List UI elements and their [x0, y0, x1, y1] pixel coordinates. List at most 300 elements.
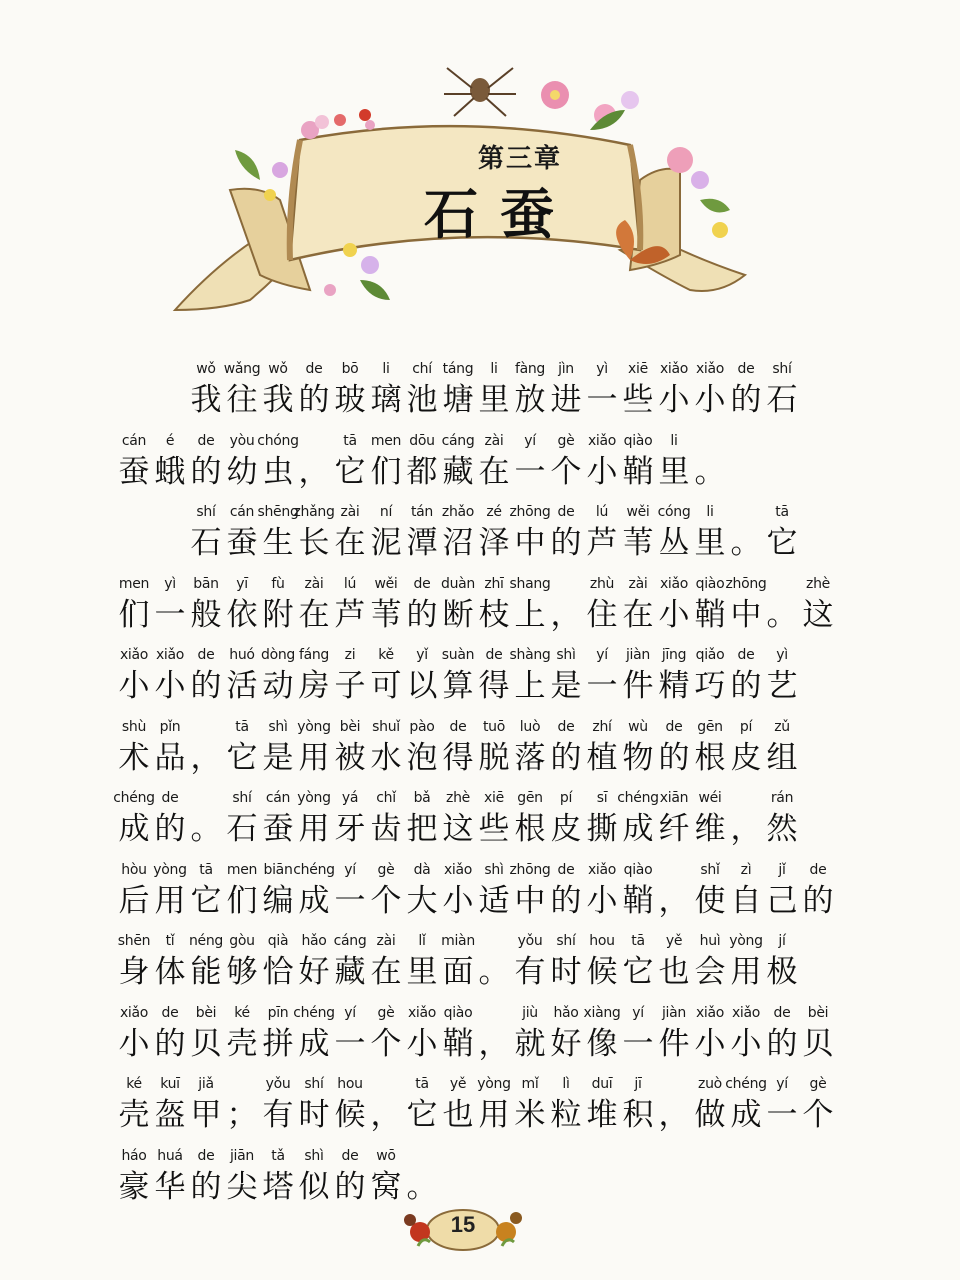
ruby-char — [296, 358, 332, 430]
pinyin: dòng — [260, 647, 295, 663]
ruby-char — [620, 1002, 656, 1074]
hanzi: 里 — [694, 525, 726, 561]
ruby-char — [332, 716, 368, 788]
hanzi: 用 — [478, 1097, 510, 1133]
ruby-char — [548, 716, 584, 788]
hanzi: 得 — [442, 739, 474, 776]
hanzi: 我 — [262, 382, 294, 418]
hanzi: 鞘 — [622, 882, 654, 919]
ruby-char — [188, 930, 224, 1002]
ruby-char — [224, 859, 260, 931]
pinyin: yòng — [729, 933, 763, 949]
hanzi: 小 — [442, 882, 474, 919]
hanzi: 会 — [694, 954, 726, 990]
ruby-char — [764, 573, 800, 645]
hanzi: 一 — [586, 382, 618, 418]
ruby-char — [620, 859, 656, 931]
ruby-char — [656, 716, 692, 788]
ruby-char — [260, 1002, 296, 1074]
pinyin: yì — [596, 361, 608, 377]
ruby-char — [476, 573, 512, 645]
pinyin: zé — [486, 504, 502, 520]
pinyin: luò — [519, 718, 541, 735]
pinyin: pí — [559, 790, 573, 806]
hanzi: 蚕 — [262, 811, 294, 847]
hanzi: 一 — [766, 1097, 798, 1133]
pinyin: de — [773, 1004, 791, 1021]
ruby-char — [512, 358, 548, 430]
hanzi: 成 — [298, 1025, 330, 1062]
pinyin: yǐ — [416, 647, 428, 663]
ruby-char — [404, 716, 440, 788]
pinyin: jī — [634, 1076, 642, 1092]
ruby-char — [257, 430, 299, 502]
hanzi: 小 — [118, 668, 150, 704]
ruby-char — [152, 644, 188, 716]
ruby-char — [188, 573, 224, 645]
hanzi: 潭 — [406, 525, 438, 561]
pinyin: huá — [157, 1147, 183, 1164]
hanzi: 一 — [514, 453, 546, 490]
ruby-char — [260, 930, 296, 1002]
pinyin: wéi — [698, 790, 722, 806]
hanzi: 。 — [694, 453, 726, 490]
text-line — [116, 859, 856, 931]
hanzi: 尖 — [226, 1168, 258, 1205]
hanzi: 里 — [406, 954, 438, 990]
ruby-char — [692, 787, 728, 859]
hanzi: 用 — [730, 954, 762, 990]
pinyin: duàn — [440, 575, 475, 592]
ruby-char — [512, 930, 548, 1002]
pinyin: yí — [632, 1004, 644, 1021]
hanzi: 在 — [370, 954, 402, 990]
ruby-char — [476, 930, 512, 1002]
ruby-char — [476, 1073, 512, 1145]
hanzi: 然 — [766, 811, 798, 847]
ruby-char — [584, 1002, 620, 1074]
pinyin: gè — [377, 861, 395, 878]
hanzi: 的 — [190, 668, 222, 704]
pinyin: zài — [484, 432, 504, 449]
hanzi: 盔 — [154, 1097, 186, 1133]
ruby-char — [728, 1002, 764, 1074]
pinyin: yí — [344, 861, 356, 878]
pinyin: lì — [562, 1076, 570, 1092]
hanzi: 我 — [190, 382, 222, 418]
pinyin: pí — [739, 718, 753, 735]
pinyin: de — [449, 718, 467, 735]
ruby-char — [188, 859, 224, 931]
ruby-char — [476, 859, 512, 931]
pinyin: é — [165, 432, 175, 449]
pinyin: qiào — [695, 575, 725, 592]
hanzi: 窝 — [370, 1168, 402, 1205]
pinyin: shí — [304, 1076, 324, 1092]
ruby-char — [584, 501, 620, 573]
pinyin: xiǎo — [443, 861, 473, 878]
pinyin: jiàn — [625, 647, 651, 663]
pinyin: de — [557, 504, 575, 520]
ruby-char — [800, 573, 836, 645]
ruby-char — [512, 1002, 548, 1074]
pinyin: bō — [341, 361, 359, 377]
ruby-char — [656, 930, 692, 1002]
ruby-char — [116, 716, 152, 788]
ruby-char — [368, 716, 404, 788]
hanzi: 丛 — [658, 525, 690, 561]
pinyin: yī — [236, 575, 248, 592]
story-text — [113, 358, 856, 1216]
ruby-char — [692, 358, 728, 430]
ruby-char — [224, 930, 260, 1002]
ruby-char — [656, 644, 692, 716]
hanzi: ， — [730, 811, 762, 847]
hanzi: 得 — [478, 668, 510, 704]
hanzi: 鞘 — [442, 1025, 474, 1062]
ruby-char — [656, 573, 692, 645]
pinyin: de — [305, 361, 323, 377]
ruby-char — [548, 787, 584, 859]
pinyin: qiào — [623, 432, 653, 449]
hanzi: 把 — [406, 811, 438, 847]
hanzi: 蚕 — [118, 453, 150, 490]
ruby-char — [512, 716, 548, 788]
pinyin: yí — [344, 1004, 356, 1021]
hanzi: 候 — [586, 954, 618, 990]
ruby-char — [188, 358, 224, 430]
ruby-char — [656, 1073, 692, 1145]
hanzi: 己 — [766, 882, 798, 919]
ruby-char — [152, 787, 188, 859]
ruby-char — [512, 1073, 548, 1145]
ruby-char — [116, 573, 152, 645]
ruby-char — [584, 430, 620, 502]
hanzi: 纤 — [658, 811, 690, 847]
ruby-char — [692, 573, 728, 645]
pinyin: cán — [265, 790, 291, 806]
ruby-char — [764, 716, 800, 788]
pinyin: zài — [628, 575, 648, 592]
ruby-char — [116, 930, 152, 1002]
text-line — [116, 1002, 856, 1074]
hanzi: 是 — [550, 668, 582, 704]
hanzi: 的 — [190, 1168, 222, 1205]
pinyin: li — [490, 361, 498, 377]
ruby-char — [152, 859, 188, 931]
ruby-char — [404, 1073, 440, 1145]
ruby-char — [260, 859, 296, 931]
ruby-char — [224, 644, 260, 716]
hanzi: 放 — [514, 382, 546, 418]
hanzi: ， — [550, 596, 582, 633]
ruby-char — [332, 573, 368, 645]
pinyin: wěi — [374, 575, 398, 592]
pinyin: de — [737, 647, 755, 663]
hanzi: 的 — [298, 382, 330, 418]
hanzi: 用 — [298, 739, 330, 776]
ruby-char — [512, 430, 548, 502]
pinyin: men — [370, 432, 402, 449]
ruby-char — [404, 430, 440, 502]
ruby-char — [584, 859, 620, 931]
hanzi: 就 — [514, 1025, 546, 1062]
hanzi: 个 — [370, 882, 402, 919]
ruby-char — [332, 644, 368, 716]
ruby-char — [116, 1073, 152, 1145]
ruby-char — [656, 859, 692, 931]
pinyin: tā — [235, 718, 249, 735]
pinyin: qiào — [443, 1004, 473, 1021]
hanzi: 活 — [226, 668, 258, 704]
ruby-char — [188, 787, 224, 859]
pinyin: de — [161, 1004, 179, 1021]
pinyin: xiē — [628, 361, 648, 377]
pinyin: zhè — [806, 575, 830, 592]
hanzi: 粒 — [550, 1097, 582, 1133]
ruby-char — [692, 430, 728, 502]
hanzi: 它 — [766, 525, 798, 561]
hanzi: 小 — [658, 382, 690, 418]
hanzi: ， — [298, 453, 330, 490]
hanzi: 泽 — [478, 525, 510, 561]
ruby-char — [332, 358, 368, 430]
ruby-char — [692, 930, 728, 1002]
ruby-char — [440, 787, 476, 859]
hanzi: 的 — [730, 668, 762, 704]
pinyin: zhǎo — [441, 504, 475, 520]
ruby-char — [764, 1073, 800, 1145]
pinyin: hou — [337, 1076, 363, 1092]
pinyin: gēn — [517, 790, 543, 806]
pinyin: bān — [193, 575, 219, 592]
ruby-char — [584, 1073, 620, 1145]
ruby-char — [260, 1073, 296, 1145]
pinyin: dà — [413, 861, 431, 878]
hanzi: 有 — [262, 1097, 294, 1133]
ruby-char — [404, 930, 440, 1002]
hanzi: 玻 — [334, 382, 366, 418]
pinyin: cáng — [441, 432, 475, 449]
ruby-char — [260, 644, 296, 716]
ruby-char — [332, 1073, 368, 1145]
ruby-char — [509, 644, 551, 716]
ruby-char — [224, 1073, 260, 1145]
hanzi: 一 — [154, 596, 186, 633]
pinyin: de — [197, 432, 215, 449]
ruby-char — [293, 859, 335, 931]
ruby-char — [368, 787, 404, 859]
hanzi: 附 — [262, 596, 294, 633]
hanzi: 件 — [658, 1025, 690, 1062]
hanzi: 依 — [226, 596, 258, 633]
hanzi: 这 — [802, 596, 834, 633]
pinyin: pǐn — [159, 718, 181, 735]
ruby-char — [332, 501, 368, 573]
hanzi: 。 — [478, 954, 510, 990]
pinyin: shì — [268, 718, 288, 735]
pinyin: men — [226, 861, 258, 878]
hanzi: 些 — [478, 811, 510, 847]
hanzi: 一 — [622, 1025, 654, 1062]
hanzi: 般 — [190, 596, 222, 633]
pinyin: de — [485, 647, 503, 663]
ruby-char — [368, 859, 404, 931]
ruby-char — [728, 787, 764, 859]
pinyin: ní — [379, 504, 393, 520]
pinyin: de — [737, 361, 755, 377]
hanzi: 甲 — [190, 1097, 222, 1133]
ruby-char — [620, 930, 656, 1002]
hanzi: 也 — [658, 954, 690, 990]
hanzi: 房 — [298, 668, 330, 704]
pinyin: lú — [343, 575, 357, 592]
pinyin: de — [665, 718, 683, 735]
ruby-char — [296, 787, 332, 859]
hanzi: 物 — [622, 739, 654, 776]
ruby-char — [728, 716, 764, 788]
ruby-char — [296, 930, 332, 1002]
pinyin: yòng — [297, 790, 331, 806]
pinyin: zi — [344, 647, 356, 663]
hanzi: 一 — [334, 1025, 366, 1062]
pinyin: yǒu — [265, 1076, 291, 1092]
pinyin: chí — [412, 361, 432, 377]
ruby-char — [224, 573, 260, 645]
hanzi: 皮 — [730, 739, 762, 776]
pinyin: de — [413, 575, 431, 592]
pinyin: shàng — [509, 647, 551, 663]
hanzi: 恰 — [262, 954, 294, 990]
ruby-char — [440, 573, 476, 645]
ruby-char — [764, 930, 800, 1002]
pinyin: shí — [232, 790, 252, 806]
ruby-char — [584, 716, 620, 788]
hanzi: 华 — [154, 1168, 186, 1205]
ruby-char — [296, 1145, 332, 1217]
hanzi: 成 — [622, 811, 654, 847]
hanzi: 小 — [730, 1025, 762, 1062]
pinyin: wù — [628, 718, 648, 735]
pinyin: gè — [557, 432, 575, 449]
ruby-char — [116, 1002, 152, 1074]
pinyin: cáng — [333, 933, 367, 949]
pinyin: de — [809, 861, 827, 878]
ruby-char — [293, 501, 335, 573]
pinyin: jiān — [229, 1147, 255, 1164]
pinyin: xiǎo — [731, 1004, 761, 1021]
pinyin: ké — [234, 1004, 250, 1021]
hanzi: 是 — [262, 739, 294, 776]
pinyin: hǎo — [301, 933, 327, 949]
pinyin: zhè — [446, 790, 470, 806]
ruby-char — [116, 430, 152, 502]
hanzi: 动 — [262, 668, 294, 704]
ruby-char — [260, 358, 296, 430]
ruby-char — [152, 430, 188, 502]
ruby-char — [584, 573, 620, 645]
hanzi: 能 — [190, 954, 222, 990]
ruby-char — [224, 787, 260, 859]
ruby-char — [692, 716, 728, 788]
hanzi: 池 — [406, 382, 438, 418]
pinyin: shǐ — [700, 861, 720, 878]
pinyin: dōu — [409, 432, 435, 449]
ruby-char — [404, 358, 440, 430]
pinyin: xiǎo — [587, 861, 617, 878]
pinyin: de — [341, 1147, 359, 1164]
ruby-char — [188, 501, 224, 573]
pinyin: tǎ — [271, 1147, 285, 1164]
hanzi: ， — [478, 1025, 510, 1062]
ruby-char — [368, 644, 404, 716]
hanzi: 面 — [442, 954, 474, 990]
hanzi: 们 — [370, 453, 402, 490]
pinyin: shang — [509, 575, 551, 592]
ruby-char — [620, 716, 656, 788]
ruby-char — [725, 573, 767, 645]
ruby-char — [584, 787, 620, 859]
pinyin: zài — [340, 504, 360, 520]
hanzi: 身 — [118, 954, 150, 990]
ruby-char — [368, 1002, 404, 1074]
hanzi: 积 — [622, 1097, 654, 1133]
ruby-char — [260, 716, 296, 788]
pinyin: tā — [631, 933, 645, 949]
ruby-char — [152, 1073, 188, 1145]
pinyin: biān — [263, 861, 293, 878]
ruby-char — [404, 859, 440, 931]
hanzi: 在 — [622, 596, 654, 633]
hanzi: 都 — [406, 453, 438, 490]
hanzi: 成 — [730, 1097, 762, 1133]
pinyin: xiǎo — [659, 575, 689, 592]
ruby-char — [188, 1073, 224, 1145]
ruby-char — [368, 501, 404, 573]
pinyin: shí — [772, 361, 792, 377]
pinyin: mǐ — [521, 1076, 539, 1092]
hanzi: 进 — [550, 382, 582, 418]
hanzi: 在 — [334, 525, 366, 561]
hanzi: 它 — [334, 453, 366, 490]
pinyin: xiǎo — [659, 361, 689, 377]
ruby-char — [293, 1002, 335, 1074]
hanzi: 泥 — [370, 525, 402, 561]
hanzi: 在 — [298, 596, 330, 633]
pinyin: ké — [126, 1076, 142, 1092]
ruby-char — [224, 501, 260, 573]
ruby-char — [764, 358, 800, 430]
hanzi: 子 — [334, 668, 366, 704]
pinyin: qiào — [623, 861, 653, 878]
pinyin: háo — [121, 1147, 147, 1164]
pinyin: miàn — [441, 933, 475, 949]
ruby-char — [260, 1145, 296, 1217]
pinyin: gè — [377, 1004, 395, 1021]
ruby-char — [548, 1073, 584, 1145]
pinyin: shí — [196, 504, 216, 520]
ruby-char — [296, 430, 332, 502]
hanzi: 。 — [766, 596, 798, 633]
text-line — [113, 787, 856, 859]
hanzi: 些 — [622, 382, 654, 418]
ruby-char — [188, 1145, 224, 1217]
hanzi: 里 — [478, 382, 510, 418]
hanzi: 小 — [154, 668, 186, 704]
hanzi: 苇 — [370, 596, 402, 633]
ruby-char — [476, 358, 512, 430]
hanzi: 它 — [622, 954, 654, 990]
